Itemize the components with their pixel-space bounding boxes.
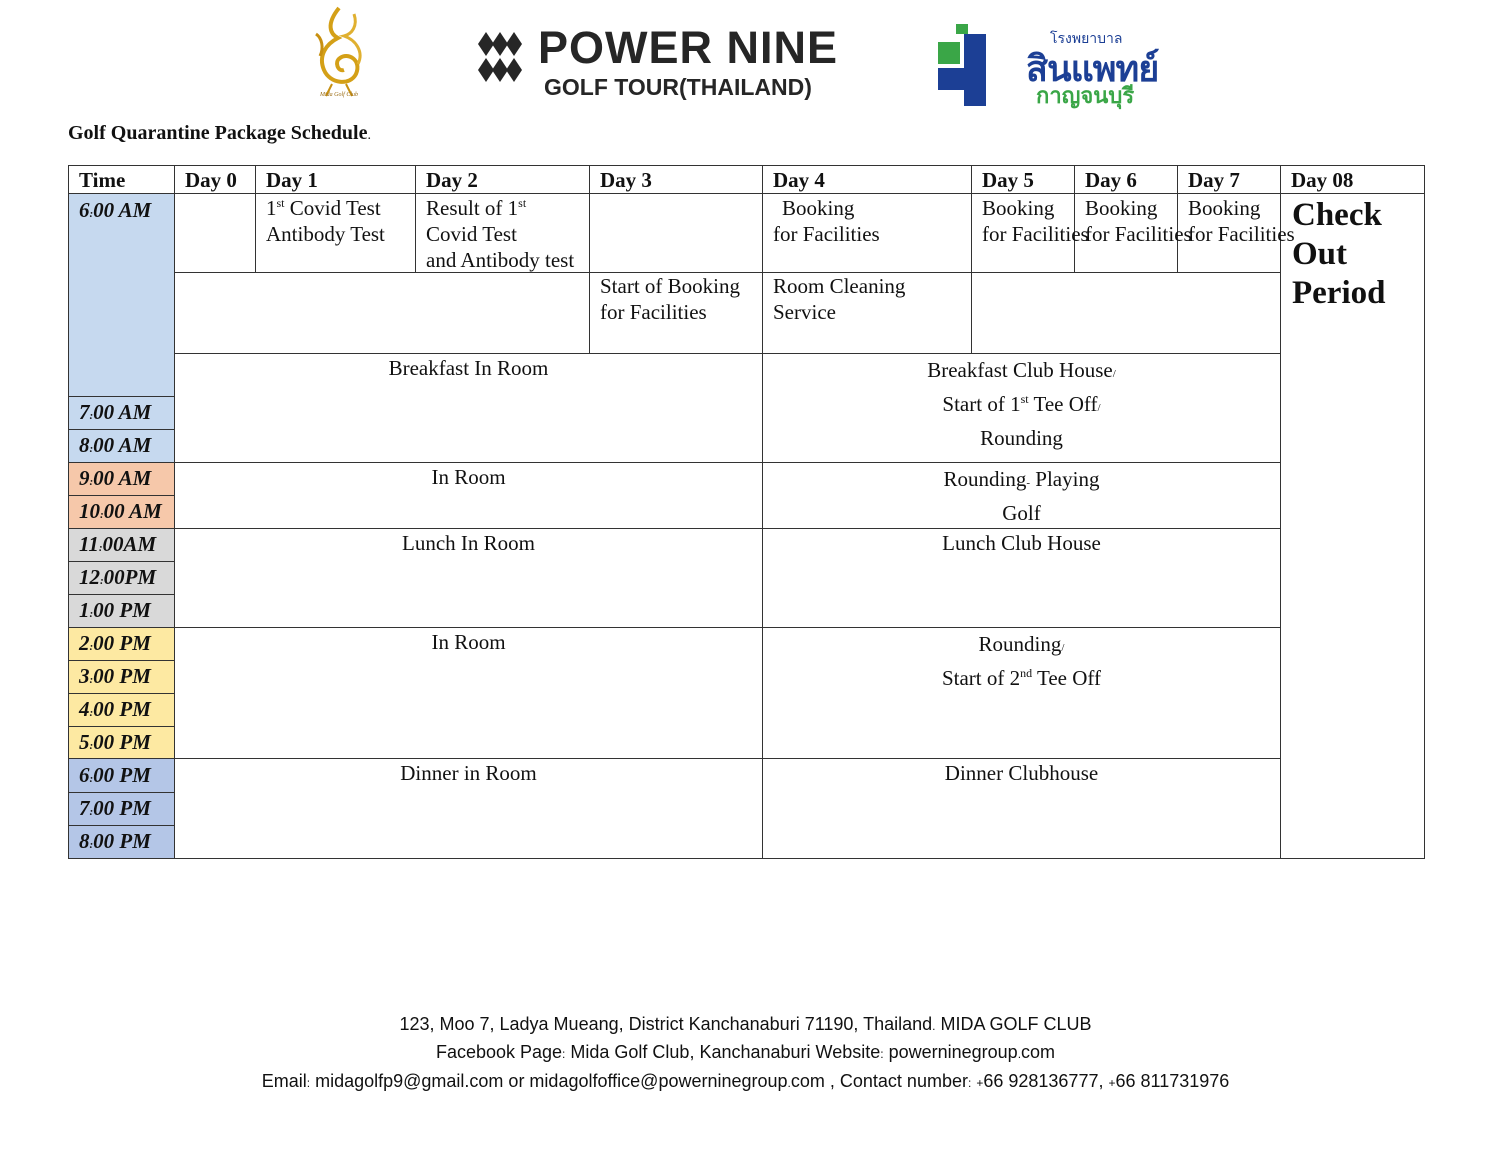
power-nine-title: POWER NINE [538, 22, 839, 73]
day6-booking: Booking for Facilities [1085, 196, 1192, 246]
hospital-name: สินแพทย์ [1026, 49, 1159, 90]
day1-covid-test: 1st Covid Test Antibody Test [266, 196, 385, 246]
time-slot: 11:00AM [79, 532, 157, 556]
time-slot: 8:00 AM [79, 433, 152, 457]
hospital-location: กาญจนบุรี [1036, 84, 1135, 109]
lunch-club-house: Lunch Club House [942, 531, 1101, 555]
breakfast-in-room: Breakfast In Room [388, 356, 549, 380]
time-slot: 12:00PM [79, 565, 157, 589]
header-day-08: Day 08 [1291, 168, 1354, 192]
day5-booking: Booking for Facilities [982, 196, 1089, 246]
header-day-7: Day 7 [1188, 168, 1240, 192]
header-day-5: Day 5 [982, 168, 1034, 192]
day08-checkout: Check Out Period [1292, 197, 1386, 311]
dinner-clubhouse: Dinner Clubhouse [944, 761, 1099, 785]
time-slot: 7:00 AM [79, 400, 152, 424]
header-day-1: Day 1 [266, 168, 318, 192]
day4-room-cleaning: Room Cleaning Service [773, 274, 906, 324]
time-slot: 4:00 PM [79, 697, 151, 721]
day7-booking: Booking for Facilities [1188, 196, 1295, 246]
page-title: Golf Quarantine Package Schedule. [68, 122, 371, 144]
day4-booking-line2: for Facilities [773, 222, 880, 246]
time-slot: 10:00 AM [79, 499, 162, 523]
mida-caption: Mida Golf Club [319, 92, 358, 98]
schedule-table [68, 165, 1425, 859]
header-day-2: Day 2 [426, 168, 478, 192]
footer-contact: Email: midagolfp9@gmail.com or midagolfoffice@powerninegroup.com , Contact number: +66 928136777, +66 811731976 [261, 1071, 1230, 1091]
hospital-label: โรงพยาบาล [1050, 31, 1123, 47]
time-slot: 5:00 PM [79, 730, 151, 754]
header-day-6: Day 6 [1085, 168, 1137, 192]
day2-test-result: Result of 1st Covid Test and Antibody test [426, 196, 575, 272]
lunch-in-room: Lunch In Room [402, 531, 535, 555]
power-nine-logo [472, 22, 862, 106]
power-nine-diamond-icon [472, 30, 528, 86]
time-slot: 3:00 PM [79, 664, 151, 688]
time-slot: 1:00 PM [79, 598, 151, 622]
time-slot: 6:00 AM [79, 198, 152, 222]
time-slot: 9:00 AM [79, 466, 152, 490]
time-slot: 2:00 PM [79, 631, 151, 655]
header-time: Time [79, 168, 126, 192]
header-day-3: Day 3 [600, 168, 652, 192]
in-room-afternoon: In Room [431, 630, 506, 654]
medical-cross-icon [934, 24, 990, 106]
breakfast-club-house: Breakfast Club House/ Start of 1st Tee Off/ Rounding [927, 358, 1116, 450]
header-day-4: Day 4 [773, 168, 825, 192]
dinner-in-room: Dinner in Room [400, 761, 537, 785]
power-nine-subtitle: GOLF TOUR(THAILAND) [544, 74, 812, 100]
footer-facebook-website: Facebook Page: Mida Golf Club, Kanchanaburi Website: powerninegroup.com [435, 1042, 1056, 1062]
time-slot: 8:00 PM [79, 829, 151, 853]
rounding-playing-golf: Rounding- Playing Golf [943, 467, 1100, 525]
footer-address: 123, Moo 7, Ladya Mueang, District Kanchanaburi 71190, Thailand. MIDA GOLF CLUB [399, 1014, 1092, 1034]
time-slot: 7:00 PM [79, 796, 151, 820]
hospital-logo [934, 22, 1174, 112]
day4-booking: Booking [782, 196, 855, 220]
header-day-0: Day 0 [185, 168, 237, 192]
day3-start-booking: Start of Booking for Facilities [600, 274, 740, 324]
in-room-morning: In Room [431, 465, 506, 489]
rounding-second-tee-off: Rounding/ Start of 2nd Tee Off [941, 632, 1102, 690]
time-slot: 6:00 PM [79, 763, 151, 787]
